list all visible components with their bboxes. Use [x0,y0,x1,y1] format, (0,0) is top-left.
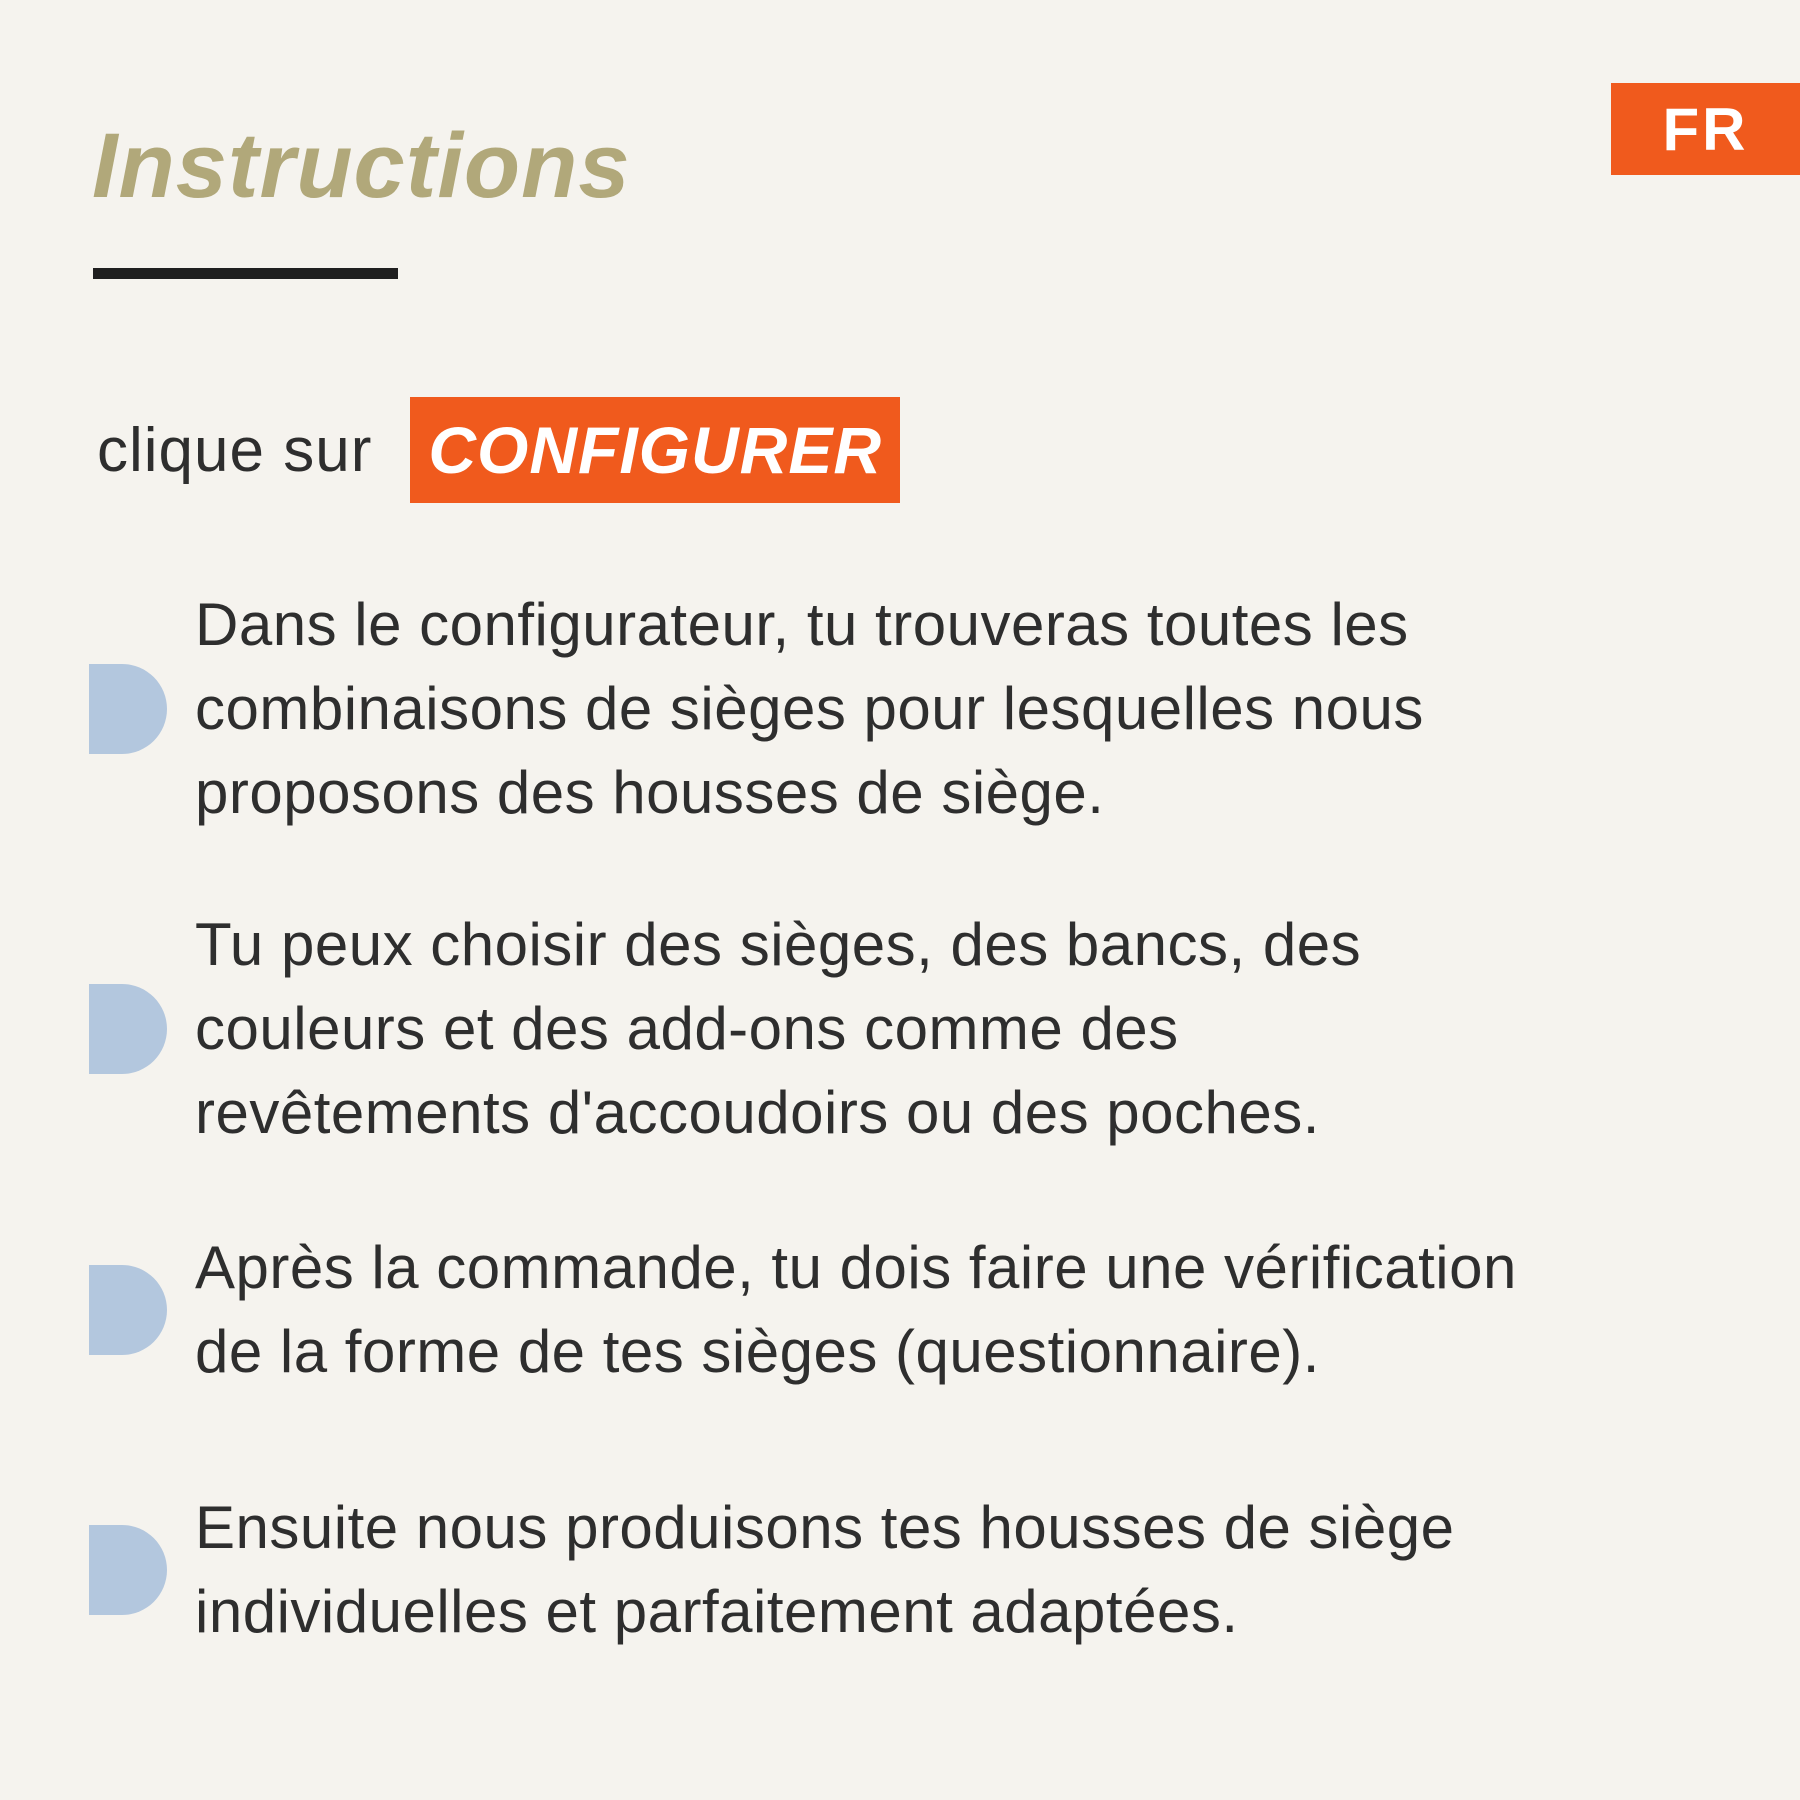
bullet-line: individuelles et parfaitement adaptées. [195,1578,1239,1645]
bullet-text [195,1486,1454,1654]
bullet-item [89,583,1424,835]
configurer-button[interactable]: CONFIGURER [410,397,900,503]
cta-prefix-text: clique sur [97,415,373,485]
bullet-line: proposons des housses de siège. [195,759,1105,826]
bullet-item [89,903,1361,1155]
bullet-marker-icon [89,664,167,754]
bullet-item [89,1226,1517,1394]
bullet-line: de la forme de tes sièges (questionnaire). [195,1318,1320,1385]
bullet-marker-icon [89,1265,167,1355]
language-badge[interactable]: FR [1611,83,1800,175]
title-underline-rule [93,268,398,279]
bullet-line: Après la commande, tu dois faire une vérification [195,1234,1517,1301]
bullet-marker-icon [89,984,167,1074]
bullet-item [89,1486,1454,1654]
bullet-line: Tu peux choisir des sièges, des bancs, des [195,911,1362,978]
cta-row [97,397,900,503]
bullet-marker-icon [89,1525,167,1615]
page-title: Instructions [92,115,631,217]
bullet-line: revêtements d'accoudoirs ou des poches. [195,1079,1320,1146]
bullet-line: Ensuite nous produisons tes housses de siège [195,1494,1455,1561]
bullet-line: Dans le configurateur, tu trouveras toutes les [195,591,1409,658]
bullet-line: combinaisons de sièges pour lesquelles nous [195,675,1424,742]
bullet-line: couleurs et des add-ons comme des [195,995,1179,1062]
bullet-text [195,1226,1517,1394]
bullet-text [195,583,1424,835]
bullet-text [195,903,1361,1155]
